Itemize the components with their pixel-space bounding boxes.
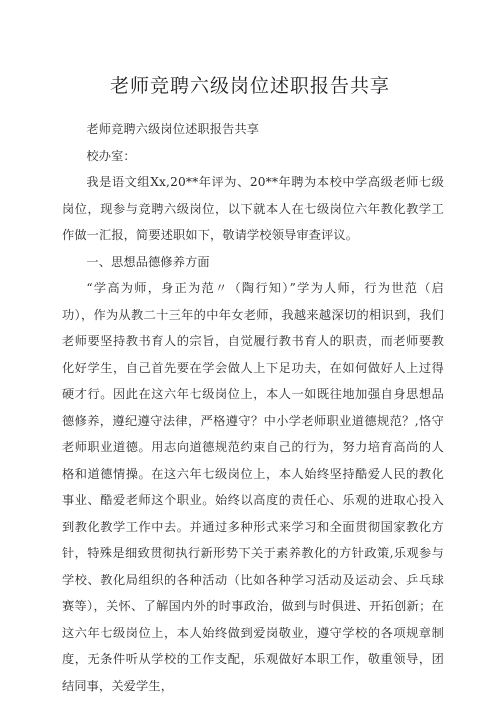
salutation-paragraph: 校办室： <box>86 148 136 163</box>
document-body <box>62 116 444 699</box>
intro-paragraph: 我是语文组Xx,20**年评为、20**年聘为本校中学高级老师七级岗位，现参与竞聘六级岗位，以下就本人在七级岗位六年教化教学工作做一汇报，简要述职如下，敬请学校领导审查评议。 <box>62 175 444 242</box>
body-paragraph: “学高为师，身正为范〃（陶行知）”学为人师，行为世范（启功），作为从教二十三年的中年女老师，我越来越深切的相识到，我们老师要坚持教书育人的宗旨，自觉履行教书育人的职责，而老师要教化好学生，自己首先要在学会做人上下足功夫，在如何做好人上过得硬才行。因此在这六年七级岗位上，本人一如既往地加强自身思想品德修养，遵纪遵守法律，严格遵守？中小学老师职业道德规范？,恪守老师职业道德。用志向道德规范约束自己的行为，努力培育高尚的人格和道德情操。在这六年七级岗位上，本人始终坚持酷爱人民的教化事业、酷爱老师这个职业。始终以高度的责任心、乐观的进取心投入到教化教学工作中去。并通过多种形式来学习和全面贯彻国家教化方针，特殊是细致贯彻执行新形势下关于素养教化的方针政策,乐观参与学校、教化局组织的各种活动（比如各种学习活动及运动会、乒乓球赛等），关怀、了解国内外的时事政治，做到与时俱进、开拓创新；在这六年七级岗位上，本人始终做到爱岗敬业，遵守学校的各项规章制度，无条件听从学校的工作支配，乐观做好本职工作，敬重领导，团结同事，关爱学生， <box>62 281 444 693</box>
document-title: 老师竞聘六级岗位述职报告共享 <box>109 75 390 97</box>
subtitle-paragraph: 老师竞聘六级岗位述职报告共享 <box>86 122 260 136</box>
section-heading: 一、思想品德修养方面 <box>86 254 210 269</box>
